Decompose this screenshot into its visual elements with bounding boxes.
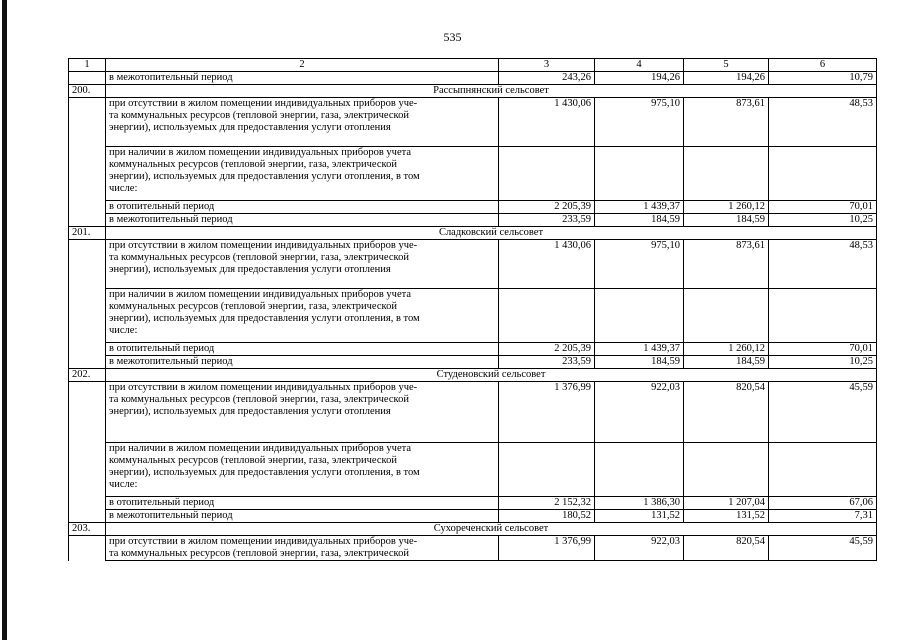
section-number: 200. <box>69 85 106 98</box>
value-cell: 975,10 <box>595 240 684 289</box>
text-line: при отсутствии в жилом помещении индивидуальных приборов уче- <box>109 98 418 109</box>
value-cell: 1 260,12 <box>684 201 769 214</box>
text-line: при отсутствии в жилом помещении индивидуальных приборов уче- <box>109 382 418 393</box>
section-name: Студеновский сельсовет <box>106 369 877 382</box>
row-number-cell <box>69 214 106 227</box>
value-cell: 10,25 <box>769 356 877 369</box>
value-cell: 975,10 <box>595 98 684 147</box>
empty-cell <box>499 443 595 497</box>
value-cell: 184,59 <box>595 214 684 227</box>
value-cell: 194,26 <box>684 72 769 85</box>
text-line: при наличии в жилом помещении индивидуальных приборов учета <box>109 443 411 454</box>
column-header: 5 <box>684 59 769 72</box>
section-number: 202. <box>69 369 106 382</box>
row-label: в межотопительный период <box>106 356 499 369</box>
row-label: в отопительный период <box>106 497 499 510</box>
value-cell: 2 152,32 <box>499 497 595 510</box>
section-number: 201. <box>69 227 106 240</box>
text-line: та коммунальных ресурсов (тепловой энергии, газа, электрической <box>109 548 409 559</box>
section-name: Сладковский сельсовет <box>106 227 877 240</box>
value-cell: 243,26 <box>499 72 595 85</box>
row-number-cell <box>69 147 106 201</box>
section-number: 203. <box>69 523 106 536</box>
section-header-row <box>69 369 877 382</box>
table-row <box>69 289 877 343</box>
section-header-row <box>69 85 877 98</box>
value-cell: 184,59 <box>595 356 684 369</box>
empty-cell <box>684 147 769 201</box>
table-row <box>69 510 877 523</box>
row-label <box>106 98 499 147</box>
table-row <box>69 98 877 147</box>
text-line: энергии), используемых для предоставления услуги отопления <box>109 406 391 417</box>
value-cell: 10,25 <box>769 214 877 227</box>
row-number-cell <box>69 201 106 214</box>
text-line: при отсутствии в жилом помещении индивидуальных приборов уче- <box>109 240 418 251</box>
row-label: в межотопительный период <box>106 510 499 523</box>
value-cell: 2 205,39 <box>499 201 595 214</box>
row-number-cell <box>69 72 106 85</box>
row-label <box>106 382 499 443</box>
value-cell: 820,54 <box>684 536 769 561</box>
table-row <box>69 443 877 497</box>
text-line: числе: <box>109 325 138 336</box>
value-cell: 10,79 <box>769 72 877 85</box>
value-cell: 873,61 <box>684 240 769 289</box>
row-number-cell <box>69 240 106 289</box>
text-line: энергии), используемых для предоставления услуги отопления <box>109 122 391 133</box>
column-header: 6 <box>769 59 877 72</box>
value-cell: 48,53 <box>769 240 877 289</box>
text-line: при наличии в жилом помещении индивидуальных приборов учета <box>109 147 411 158</box>
table-row <box>69 147 877 201</box>
row-number-cell <box>69 356 106 369</box>
row-number-cell <box>69 497 106 510</box>
value-cell: 820,54 <box>684 382 769 443</box>
text-line: энергии), используемых для предоставления услуги отопления <box>109 264 391 275</box>
empty-cell <box>595 147 684 201</box>
text-line: та коммунальных ресурсов (тепловой энергии, газа, электрической <box>109 110 409 121</box>
table-row <box>69 72 877 85</box>
value-cell: 2 205,39 <box>499 343 595 356</box>
row-number-cell <box>69 98 106 147</box>
value-cell: 1 430,06 <box>499 240 595 289</box>
text-line: при отсутствии в жилом помещении индивидуальных приборов уче- <box>109 536 418 547</box>
value-cell: 131,52 <box>595 510 684 523</box>
value-cell: 70,01 <box>769 201 877 214</box>
tariff-table-body <box>69 59 877 561</box>
column-header: 3 <box>499 59 595 72</box>
text-line: та коммунальных ресурсов (тепловой энергии, газа, электрической <box>109 252 409 263</box>
table-row <box>69 214 877 227</box>
text-line: энергии), используемых для предоставления услуги отопления, в том <box>109 313 420 324</box>
text-line: при наличии в жилом помещении индивидуальных приборов учета <box>109 289 411 300</box>
row-label: в межотопительный период <box>106 72 499 85</box>
value-cell: 233,59 <box>499 214 595 227</box>
empty-cell <box>684 443 769 497</box>
empty-cell <box>769 289 877 343</box>
table-row <box>69 343 877 356</box>
row-label <box>106 536 499 561</box>
value-cell: 48,53 <box>769 98 877 147</box>
value-cell: 922,03 <box>595 382 684 443</box>
row-number-cell <box>69 382 106 443</box>
section-header-row <box>69 227 877 240</box>
column-header: 1 <box>69 59 106 72</box>
value-cell: 1 376,99 <box>499 536 595 561</box>
row-label <box>106 147 499 201</box>
section-name: Сухореченский сельсовет <box>106 523 877 536</box>
text-line: энергии), используемых для предоставления услуги отопления, в том <box>109 467 420 478</box>
column-header-row <box>69 59 877 72</box>
value-cell: 233,59 <box>499 356 595 369</box>
value-cell: 922,03 <box>595 536 684 561</box>
row-label: в межотопительный период <box>106 214 499 227</box>
row-number-cell <box>69 510 106 523</box>
value-cell: 131,52 <box>684 510 769 523</box>
empty-cell <box>769 147 877 201</box>
page-number: 535 <box>443 30 462 44</box>
row-label <box>106 240 499 289</box>
value-cell: 1 386,30 <box>595 497 684 510</box>
value-cell: 184,59 <box>684 356 769 369</box>
value-cell: 1 207,04 <box>684 497 769 510</box>
scan-edge-bar <box>2 0 7 640</box>
tariff-table <box>68 58 877 561</box>
table-row <box>69 240 877 289</box>
value-cell: 194,26 <box>595 72 684 85</box>
value-cell: 1 260,12 <box>684 343 769 356</box>
table-row <box>69 356 877 369</box>
value-cell: 1 376,99 <box>499 382 595 443</box>
row-label: в отопительный период <box>106 343 499 356</box>
value-cell: 1 439,37 <box>595 343 684 356</box>
value-cell: 180,52 <box>499 510 595 523</box>
text-line: коммунальных ресурсов (тепловой энергии, газа, электрической <box>109 455 397 466</box>
row-number-cell <box>69 536 106 561</box>
value-cell: 873,61 <box>684 98 769 147</box>
table-row <box>69 497 877 510</box>
value-cell: 1 430,06 <box>499 98 595 147</box>
text-line: числе: <box>109 183 138 194</box>
column-header: 4 <box>595 59 684 72</box>
empty-cell <box>769 443 877 497</box>
section-name: Рассыпнянский сельсовет <box>106 85 877 98</box>
table-row <box>69 382 877 443</box>
text-line: энергии), используемых для предоставления услуги отопления, в том <box>109 171 420 182</box>
row-label <box>106 289 499 343</box>
text-line: коммунальных ресурсов (тепловой энергии, газа, электрической <box>109 301 397 312</box>
text-line: та коммунальных ресурсов (тепловой энергии, газа, электрической <box>109 394 409 405</box>
value-cell: 45,59 <box>769 382 877 443</box>
empty-cell <box>684 289 769 343</box>
table-row <box>69 201 877 214</box>
empty-cell <box>499 289 595 343</box>
text-line: коммунальных ресурсов (тепловой энергии, газа, электрической <box>109 159 397 170</box>
empty-cell <box>499 147 595 201</box>
text-line: числе: <box>109 479 138 490</box>
value-cell: 1 439,37 <box>595 201 684 214</box>
value-cell: 67,06 <box>769 497 877 510</box>
value-cell: 45,59 <box>769 536 877 561</box>
row-label <box>106 443 499 497</box>
row-number-cell <box>69 343 106 356</box>
row-number-cell <box>69 289 106 343</box>
section-header-row <box>69 523 877 536</box>
table-row <box>69 536 877 561</box>
value-cell: 70,01 <box>769 343 877 356</box>
value-cell: 184,59 <box>684 214 769 227</box>
empty-cell <box>595 289 684 343</box>
value-cell: 7,31 <box>769 510 877 523</box>
row-label: в отопительный период <box>106 201 499 214</box>
empty-cell <box>595 443 684 497</box>
row-number-cell <box>69 443 106 497</box>
column-header: 2 <box>106 59 499 72</box>
